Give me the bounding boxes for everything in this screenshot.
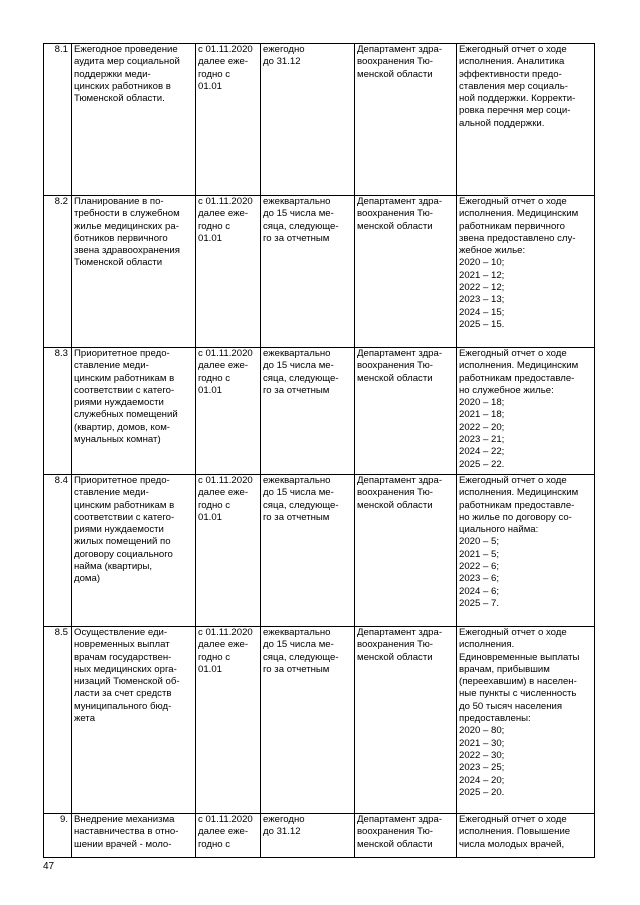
cell-line: Ежегодный отчет о ходе bbox=[459, 348, 567, 359]
cell-line: работникам предоставле- bbox=[459, 372, 575, 384]
cell-line: Ежегодный отчет о ходе bbox=[459, 196, 567, 207]
cell-line: договору социального bbox=[74, 548, 173, 560]
activity-cell bbox=[72, 196, 196, 348]
cell-line: далее еже- bbox=[198, 487, 249, 499]
cell-line: требности в служебном bbox=[74, 208, 180, 220]
start-date-cell bbox=[196, 44, 261, 196]
cell-line: 2025 – 20. bbox=[459, 786, 505, 798]
cell-line: исполнения. Медицинским bbox=[459, 360, 579, 372]
cell-line: до 15 числа ме- bbox=[263, 360, 334, 372]
cell-line: ласти за счет средств bbox=[74, 688, 172, 700]
cell-line: Тюменской области. bbox=[74, 93, 165, 105]
cell-line: годно с bbox=[198, 838, 231, 850]
cell-line: (переехавшим) в населен- bbox=[459, 676, 577, 688]
cell-line: соответствии с катего- bbox=[74, 511, 175, 523]
cell-line: с 01.11.2020 bbox=[198, 348, 253, 359]
cell-line: (квартир, домов, ком- bbox=[74, 421, 170, 433]
cell-line: сяца, следующе- bbox=[263, 372, 339, 384]
cell-line: числа молодых врачей, bbox=[459, 838, 565, 850]
cell-line: годно с bbox=[198, 499, 231, 511]
cell-line: годно с bbox=[198, 372, 231, 384]
cell-line: альной поддержки. bbox=[459, 117, 545, 129]
cell-line: до 31.12 bbox=[263, 56, 301, 68]
period-cell bbox=[261, 196, 355, 348]
cell-line: до 15 числа ме- bbox=[263, 639, 334, 651]
cell-line: менской области bbox=[357, 651, 433, 663]
cell-line: 2021 – 30; bbox=[459, 737, 505, 749]
cell-line: с 01.11.2020 bbox=[198, 627, 253, 638]
cell-line: далее еже- bbox=[198, 639, 249, 651]
cell-line: далее еже- bbox=[198, 826, 249, 838]
cell-line: воохранения Тю- bbox=[357, 487, 434, 499]
cell-line: жета bbox=[74, 713, 96, 725]
cell-line: менской области bbox=[357, 838, 433, 850]
cell-line: воохранения Тю- bbox=[357, 208, 434, 220]
result-cell bbox=[457, 196, 595, 348]
cell-line: работникам первичного bbox=[459, 220, 565, 232]
activity-cell bbox=[72, 814, 196, 858]
result-cell bbox=[457, 627, 595, 814]
cell-line: 2025 – 22. bbox=[459, 458, 505, 470]
cell-line: Осуществление еди- bbox=[74, 627, 168, 638]
measures-table bbox=[43, 43, 595, 858]
period-cell bbox=[261, 44, 355, 196]
activity-cell bbox=[72, 475, 196, 627]
cell-line: врачам государствен- bbox=[74, 651, 172, 663]
cell-line: соответствии с катего- bbox=[74, 384, 175, 396]
cell-line: далее еже- bbox=[198, 208, 249, 220]
cell-line: 2024 – 6; bbox=[459, 585, 500, 597]
cell-line: 2024 – 22; bbox=[459, 446, 505, 458]
cell-line: ежеквартально bbox=[263, 475, 331, 486]
cell-line: 01.01 bbox=[198, 232, 223, 244]
cell-line: цинских работников в bbox=[74, 80, 171, 92]
executor-cell bbox=[355, 814, 457, 858]
cell-line: менской области bbox=[357, 68, 433, 80]
cell-line: 2020 – 5; bbox=[459, 536, 500, 548]
cell-line: менской области bbox=[357, 499, 433, 511]
cell-line: 2022 – 6; bbox=[459, 561, 500, 573]
activity-cell bbox=[72, 627, 196, 814]
cell-line: 2025 – 15. bbox=[459, 318, 505, 330]
cell-line: новременных выплат bbox=[74, 639, 170, 651]
table-row bbox=[44, 348, 595, 475]
page-number: 47 bbox=[43, 861, 55, 872]
cell-line: годно с bbox=[198, 220, 231, 232]
cell-line: исполнения. Медицинским bbox=[459, 487, 579, 499]
cell-line: жилье медицинских ра- bbox=[74, 220, 179, 232]
cell-line: 2020 – 10; bbox=[459, 257, 505, 269]
cell-line: риями нуждаемости bbox=[74, 524, 164, 536]
cell-line: Ежегодный отчет о ходе bbox=[459, 475, 567, 486]
cell-line: далее еже- bbox=[198, 56, 249, 68]
cell-line: муниципального бюд- bbox=[74, 700, 172, 712]
cell-line: шении врачей - моло- bbox=[74, 838, 172, 850]
cell-line: Ежегодный отчет о ходе bbox=[459, 44, 567, 55]
cell-line: риями нуждаемости bbox=[74, 397, 164, 409]
table-row bbox=[44, 627, 595, 814]
cell-line: 01.01 bbox=[198, 663, 223, 675]
cell-line: Департамент здра- bbox=[357, 627, 443, 638]
cell-line: Департамент здра- bbox=[357, 475, 443, 486]
result-cell bbox=[457, 348, 595, 475]
result-cell bbox=[457, 814, 595, 858]
cell-line: Ежегодный отчет о ходе bbox=[459, 627, 567, 638]
cell-line: 2023 – 6; bbox=[459, 573, 500, 585]
cell-line: ставление меди- bbox=[74, 360, 149, 372]
result-cell bbox=[457, 475, 595, 627]
table-row bbox=[44, 475, 595, 627]
cell-line: предоставлены: bbox=[459, 713, 531, 725]
cell-line: ботников первичного bbox=[74, 232, 168, 244]
cell-line: работникам предоставле- bbox=[459, 499, 575, 511]
cell-line: Департамент здра- bbox=[357, 814, 443, 825]
activity-cell bbox=[72, 44, 196, 196]
cell-line: звена здравоохранения bbox=[74, 245, 180, 257]
cell-line: далее еже- bbox=[198, 360, 249, 372]
start-date-cell bbox=[196, 475, 261, 627]
cell-line: с 01.11.2020 bbox=[198, 44, 253, 55]
cell-line: 2021 – 5; bbox=[459, 548, 500, 560]
item-number: 8.3 bbox=[44, 348, 72, 475]
cell-line: Ежегодное проведение bbox=[74, 44, 178, 55]
cell-line: сяца, следующе- bbox=[263, 499, 339, 511]
cell-line: до 15 числа ме- bbox=[263, 208, 334, 220]
cell-line: сяца, следующе- bbox=[263, 220, 339, 232]
cell-line: ной поддержки. Корректи- bbox=[459, 93, 576, 105]
cell-line: 2022 – 20; bbox=[459, 421, 505, 433]
cell-line: исполнения. Повышение bbox=[459, 826, 571, 838]
item-number: 8.4 bbox=[44, 475, 72, 627]
cell-line: наставничества в отно- bbox=[74, 826, 179, 838]
cell-line: воохранения Тю- bbox=[357, 639, 434, 651]
table-row bbox=[44, 196, 595, 348]
period-cell bbox=[261, 475, 355, 627]
cell-line: исполнения. bbox=[459, 639, 515, 651]
executor-cell bbox=[355, 627, 457, 814]
cell-line: 01.01 bbox=[198, 384, 223, 396]
cell-line: ежеквартально bbox=[263, 196, 331, 207]
cell-line: ных медицинских орга- bbox=[74, 663, 177, 675]
cell-line: 2022 – 30; bbox=[459, 749, 505, 761]
cell-line: 2021 – 18; bbox=[459, 409, 505, 421]
period-cell bbox=[261, 348, 355, 475]
activity-cell bbox=[72, 348, 196, 475]
cell-line: Тюменской области bbox=[74, 257, 163, 269]
result-cell bbox=[457, 44, 595, 196]
cell-line: 2021 – 12; bbox=[459, 269, 505, 281]
cell-line: 2023 – 13; bbox=[459, 294, 505, 306]
cell-line: ровка перечня мер соци- bbox=[459, 105, 571, 117]
cell-line: циального найма: bbox=[459, 524, 539, 536]
cell-line: годно с bbox=[198, 651, 231, 663]
cell-line: но жилье по договору со- bbox=[459, 511, 572, 523]
executor-cell bbox=[355, 44, 457, 196]
cell-line: го за отчетным bbox=[263, 663, 330, 675]
cell-line: воохранения Тю- bbox=[357, 56, 434, 68]
cell-line: 2020 – 18; bbox=[459, 397, 505, 409]
cell-line: 2020 – 80; bbox=[459, 725, 505, 737]
cell-line: Департамент здра- bbox=[357, 44, 443, 55]
cell-line: аудита мер социальной bbox=[74, 56, 180, 68]
cell-line: 2023 – 21; bbox=[459, 434, 505, 446]
cell-line: воохранения Тю- bbox=[357, 360, 434, 372]
cell-line: 2024 – 20; bbox=[459, 774, 505, 786]
cell-line: цинским работникам в bbox=[74, 499, 175, 511]
cell-line: мунальных комнат) bbox=[74, 434, 161, 446]
cell-line: дома) bbox=[74, 573, 101, 585]
cell-line: найма (квартиры, bbox=[74, 561, 153, 573]
cell-line: ные пункты с численность bbox=[459, 688, 577, 700]
cell-line: 01.01 bbox=[198, 80, 223, 92]
cell-line: го за отчетным bbox=[263, 384, 330, 396]
cell-line: ежеквартально bbox=[263, 627, 331, 638]
cell-line: служебных помещений bbox=[74, 409, 178, 421]
cell-line: исполнения. Медицинским bbox=[459, 208, 579, 220]
cell-line: 2022 – 12; bbox=[459, 282, 505, 294]
item-number: 8.1 bbox=[44, 44, 72, 196]
cell-line: ставления мер социаль- bbox=[459, 80, 568, 92]
cell-line: 2025 – 7. bbox=[459, 597, 500, 609]
cell-line: ежегодно bbox=[263, 814, 305, 825]
cell-line: годно с bbox=[198, 68, 231, 80]
cell-line: менской области bbox=[357, 220, 433, 232]
cell-line: с 01.11.2020 bbox=[198, 475, 253, 486]
cell-line: но служебное жилье: bbox=[459, 384, 554, 396]
cell-line: Департамент здра- bbox=[357, 196, 443, 207]
cell-line: до 31.12 bbox=[263, 826, 301, 838]
cell-line: Планирование в по- bbox=[74, 196, 164, 207]
table-row bbox=[44, 44, 595, 196]
cell-line: эффективности предо- bbox=[459, 68, 562, 80]
item-number: 8.5 bbox=[44, 627, 72, 814]
executor-cell bbox=[355, 196, 457, 348]
cell-line: го за отчетным bbox=[263, 511, 330, 523]
cell-line: поддержки меди- bbox=[74, 68, 151, 80]
start-date-cell bbox=[196, 814, 261, 858]
cell-line: до 50 тысяч населения bbox=[459, 700, 563, 712]
cell-line: цинским работникам в bbox=[74, 372, 175, 384]
cell-line: ежеквартально bbox=[263, 348, 331, 359]
cell-line: с 01.11.2020 bbox=[198, 814, 253, 825]
cell-line: Ежегодный отчет о ходе bbox=[459, 814, 567, 825]
cell-line: 2024 – 15; bbox=[459, 306, 505, 318]
cell-line: Внедрение механизма bbox=[74, 814, 175, 825]
cell-line: Приоритетное предо- bbox=[74, 348, 170, 359]
cell-line: низаций Тюменской об- bbox=[74, 676, 180, 688]
cell-line: врачам, прибывшим bbox=[459, 663, 550, 675]
cell-line: исполнения. Аналитика bbox=[459, 56, 565, 68]
cell-line: сяца, следующе- bbox=[263, 651, 339, 663]
table-body bbox=[44, 44, 595, 858]
period-cell bbox=[261, 627, 355, 814]
cell-line: ежегодно bbox=[263, 44, 305, 55]
cell-line: Единовременные выплаты bbox=[459, 651, 580, 663]
period-cell bbox=[261, 814, 355, 858]
cell-line: 01.01 bbox=[198, 511, 223, 523]
table-row bbox=[44, 814, 595, 858]
item-number: 8.2 bbox=[44, 196, 72, 348]
executor-cell bbox=[355, 475, 457, 627]
cell-line: Приоритетное предо- bbox=[74, 475, 170, 486]
item-number: 9. bbox=[44, 814, 72, 858]
cell-line: до 15 числа ме- bbox=[263, 487, 334, 499]
cell-line: жебное жилье: bbox=[459, 245, 526, 257]
cell-line: го за отчетным bbox=[263, 232, 330, 244]
cell-line: звена предоставлено слу- bbox=[459, 232, 576, 244]
cell-line: ставление меди- bbox=[74, 487, 149, 499]
start-date-cell bbox=[196, 627, 261, 814]
cell-line: Департамент здра- bbox=[357, 348, 443, 359]
cell-line: с 01.11.2020 bbox=[198, 196, 253, 207]
executor-cell bbox=[355, 348, 457, 475]
cell-line: менской области bbox=[357, 372, 433, 384]
start-date-cell bbox=[196, 348, 261, 475]
cell-line: 2023 – 25; bbox=[459, 762, 505, 774]
cell-line: воохранения Тю- bbox=[357, 826, 434, 838]
cell-line: жилых помещений по bbox=[74, 536, 171, 548]
start-date-cell bbox=[196, 196, 261, 348]
